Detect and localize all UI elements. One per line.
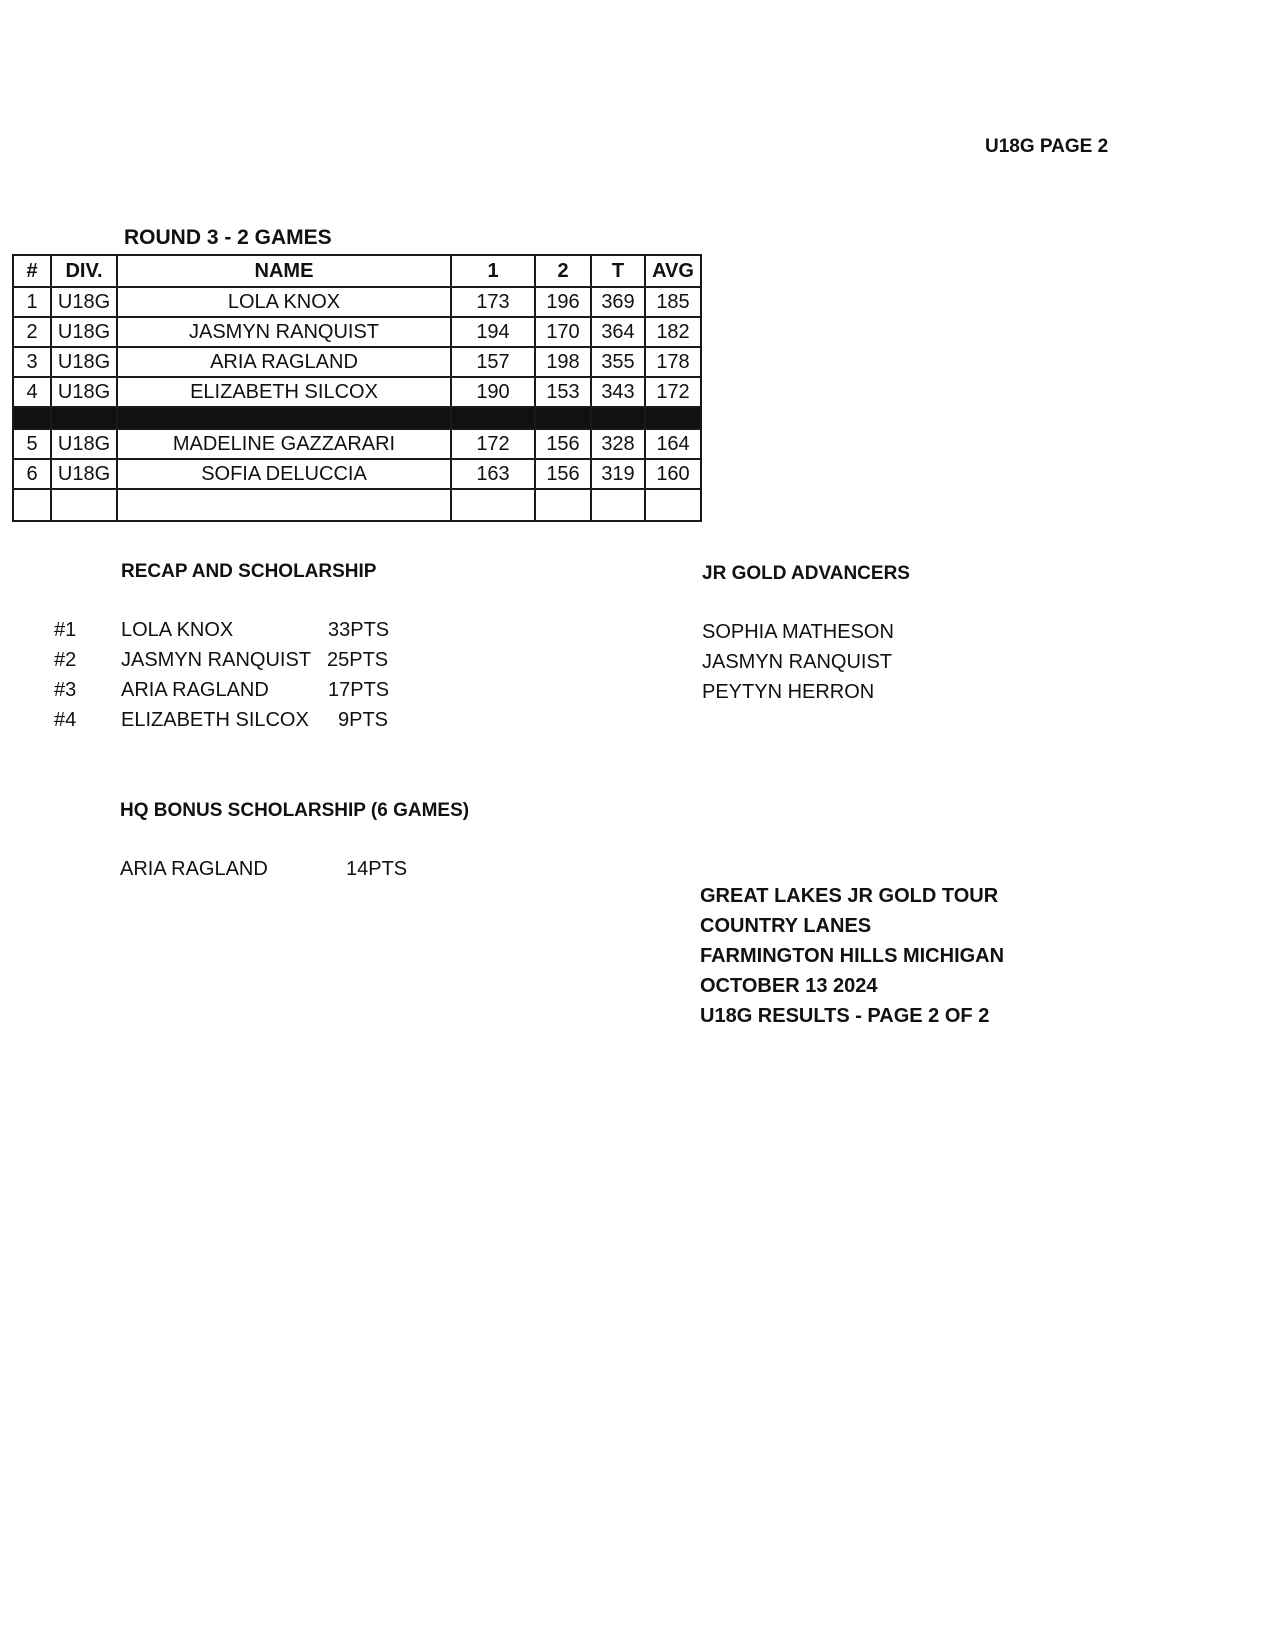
recap-name: ELIZABETH SILCOX [121, 709, 309, 731]
blank-cell [535, 489, 591, 521]
cell-name: LOLA KNOX [117, 287, 451, 317]
recap-heading: RECAP AND SCHOLARSHIP [121, 561, 377, 582]
recap-rank: #1 [54, 619, 77, 641]
cut-line-row [13, 407, 701, 429]
cell-total: 328 [591, 429, 645, 459]
col-div-header: DIV. [51, 255, 117, 287]
cell-game1: 163 [451, 459, 535, 489]
cell-name: JASMYN RANQUIST [117, 317, 451, 347]
table-row [13, 317, 701, 347]
blank-cell [591, 489, 645, 521]
recap-name: ARIA RAGLAND [121, 679, 269, 701]
cell-game1: 190 [451, 377, 535, 407]
col-game2-header: 2 [535, 255, 591, 287]
hq-bonus-points: 14PTS [346, 858, 408, 880]
cell-avg: 178 [645, 347, 701, 377]
col-name-header: NAME [117, 255, 451, 287]
table-row [13, 287, 701, 317]
recap-rank: #3 [54, 679, 77, 701]
blank-cell [645, 489, 701, 521]
col-total-header: T [591, 255, 645, 287]
col-rank-header: # [13, 255, 51, 287]
cell-game2: 198 [535, 347, 591, 377]
cell-avg: 164 [645, 429, 701, 459]
cut-line-cell [451, 407, 535, 429]
cell-div: U18G [51, 287, 117, 317]
cell-rank: 6 [13, 459, 51, 489]
cell-total: 369 [591, 287, 645, 317]
cut-line-cell [13, 407, 51, 429]
advancer-name: JASMYN RANQUIST [702, 651, 893, 673]
recap-points: 33PTS [328, 619, 390, 641]
cell-game1: 172 [451, 429, 535, 459]
recap-name: LOLA KNOX [121, 619, 234, 641]
cell-rank: 4 [13, 377, 51, 407]
table-row [13, 459, 701, 489]
blank-row [13, 489, 701, 521]
cell-game2: 156 [535, 459, 591, 489]
hq-bonus-heading: HQ BONUS SCHOLARSHIP (6 GAMES) [120, 800, 470, 821]
cut-line-cell [645, 407, 701, 429]
cut-line-cell [51, 407, 117, 429]
advancer-name: SOPHIA MATHESON [702, 621, 894, 643]
cell-avg: 172 [645, 377, 701, 407]
cell-game1: 194 [451, 317, 535, 347]
cell-total: 364 [591, 317, 645, 347]
blank-cell [117, 489, 451, 521]
cell-name: ARIA RAGLAND [117, 347, 451, 377]
hq-bonus-name: ARIA RAGLAND [120, 858, 268, 880]
cell-total: 343 [591, 377, 645, 407]
event-location: FARMINGTON HILLS MICHIGAN [700, 945, 1005, 967]
cut-line-cell [117, 407, 451, 429]
cell-game2: 156 [535, 429, 591, 459]
advancer-name: PEYTYN HERRON [702, 681, 875, 703]
results-page-info: U18G RESULTS - PAGE 2 OF 2 [700, 1005, 990, 1027]
blank-cell [51, 489, 117, 521]
page-label: U18G PAGE 2 [985, 136, 1109, 157]
cell-avg: 160 [645, 459, 701, 489]
cell-avg: 185 [645, 287, 701, 317]
cell-div: U18G [51, 429, 117, 459]
cell-div: U18G [51, 347, 117, 377]
cell-total: 319 [591, 459, 645, 489]
cell-name: SOFIA DELUCCIA [117, 459, 451, 489]
round-title: ROUND 3 - 2 GAMES [124, 226, 332, 249]
cell-div: U18G [51, 317, 117, 347]
cell-rank: 5 [13, 429, 51, 459]
cell-name: MADELINE GAZZARARI [117, 429, 451, 459]
recap-points: 25PTS [327, 649, 389, 671]
cell-game1: 157 [451, 347, 535, 377]
table-row [13, 429, 701, 459]
blank-cell [451, 489, 535, 521]
cell-avg: 182 [645, 317, 701, 347]
table-row [13, 377, 701, 407]
recap-points: 9PTS [338, 709, 389, 731]
cell-game2: 153 [535, 377, 591, 407]
table-header-row [13, 255, 701, 287]
cell-div: U18G [51, 459, 117, 489]
blank-cell [13, 489, 51, 521]
cell-div: U18G [51, 377, 117, 407]
cell-rank: 3 [13, 347, 51, 377]
cell-rank: 2 [13, 317, 51, 347]
recap-points: 17PTS [328, 679, 390, 701]
recap-rank: #4 [54, 709, 77, 731]
cell-name: ELIZABETH SILCOX [117, 377, 451, 407]
cell-game2: 170 [535, 317, 591, 347]
cut-line-cell [591, 407, 645, 429]
event-venue: COUNTRY LANES [700, 915, 872, 937]
col-avg-header: AVG [645, 255, 701, 287]
advancers-heading: JR GOLD ADVANCERS [702, 563, 910, 584]
cut-line-cell [535, 407, 591, 429]
event-date: OCTOBER 13 2024 [700, 975, 878, 997]
event-tour-name: GREAT LAKES JR GOLD TOUR [700, 885, 999, 907]
results-table [12, 254, 702, 522]
cell-game1: 173 [451, 287, 535, 317]
recap-name: JASMYN RANQUIST [121, 649, 312, 671]
table-row [13, 347, 701, 377]
cell-game2: 196 [535, 287, 591, 317]
col-game1-header: 1 [451, 255, 535, 287]
recap-rank: #2 [54, 649, 77, 671]
cell-rank: 1 [13, 287, 51, 317]
cell-total: 355 [591, 347, 645, 377]
